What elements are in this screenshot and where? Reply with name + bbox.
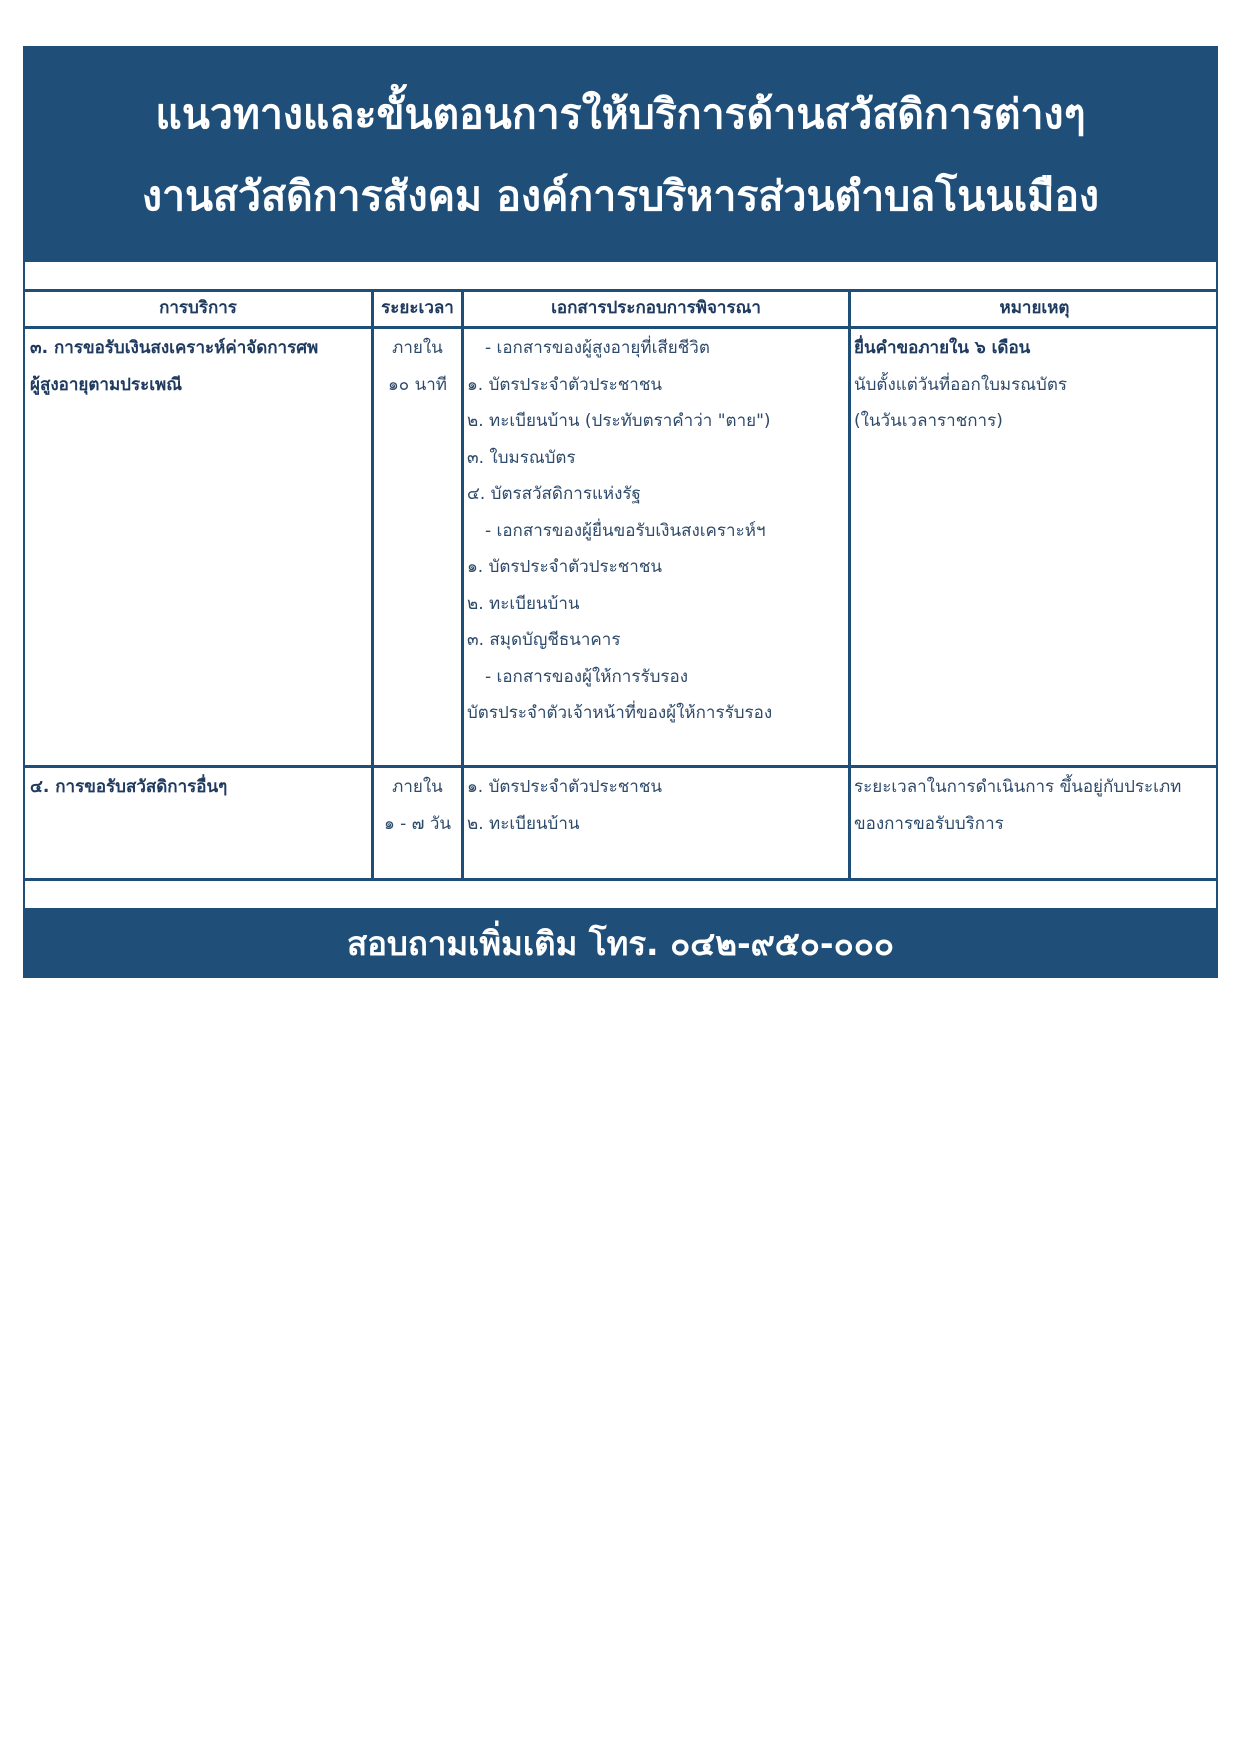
column-header-service: การบริการ bbox=[159, 298, 237, 318]
col-divider-2 bbox=[461, 289, 464, 881]
services-table bbox=[25, 48, 1216, 976]
page-title-line1: แนวทางและขั้นตอนการให้บริการด้านสวัสดิการต่างๆ bbox=[155, 90, 1086, 138]
contact-phone-text: สอบถามเพิ่มเติม โทร. ๐๔๒-๙๕๐-๐๐๐ bbox=[346, 923, 895, 963]
row2-duration: ภายใน ๑ - ๗ วัน bbox=[383, 777, 452, 834]
row2-documents: ๑. บัตรประจำตัวประชาชน ๒. ทะเบียนบ้าน bbox=[467, 777, 663, 834]
row1-duration: ภายใน ๑๐ นาที bbox=[388, 338, 447, 395]
table-bottom-border bbox=[25, 878, 1216, 881]
column-header-documents: เอกสารประกอบการพิจารณา bbox=[551, 298, 761, 318]
row1-documents: - เอกสารของผู้สูงอายุที่เสียชีวิต ๑. บัตรประจำตัวประชาชน ๒. ทะเบียนบ้าน (ประทับตราคำว่า "ตาย") ๓. ใบมรณบัตร ๔. บัตรสวัสดิการแห่งรัฐ - เอกสารของผู้ยื่นขอรับเงินสงเคราะห์ฯ ๑. บัตรประจำตัวประชาชน ๒. ทะเบียนบ้าน ๓. สมุดบัญชีธนาคาร - เอกสารของผู้ให้การรับรอง บัตรประจำตัวเจ้าหน้าที่ของผู้ให้การรับรอง bbox=[467, 338, 773, 723]
column-header-duration: ระยะเวลา bbox=[381, 298, 454, 318]
document-frame bbox=[23, 46, 1218, 978]
column-header-remarks: หมายเหตุ bbox=[999, 298, 1070, 318]
row2-remarks: ระยะเวลาในการดำเนินการ ขึ้นอยู่กับประเภท ของการขอรับบริการ bbox=[854, 777, 1182, 834]
page-title-line2: งานสวัสดิการสังคม องค์การบริหารส่วนตำบลโนนเมือง bbox=[141, 172, 1100, 220]
row2-service: ๔. การขอรับสวัสดิการอื่นๆ bbox=[30, 777, 228, 797]
row1-remarks: ยื่นคำขอภายใน ๖ เดือน นับตั้งแต่วันที่ออกใบมรณบัตร (ในวันเวลาราชการ) bbox=[854, 338, 1067, 431]
row-divider bbox=[25, 765, 1216, 768]
row1-service: ๓. การขอรับเงินสงเคราะห์ค่าจัดการศพ ผู้สูงอายุตามประเพณี bbox=[30, 338, 319, 395]
contact-footer bbox=[25, 908, 1216, 978]
col-divider-3 bbox=[848, 289, 851, 881]
header-bottom-border bbox=[25, 326, 1216, 329]
